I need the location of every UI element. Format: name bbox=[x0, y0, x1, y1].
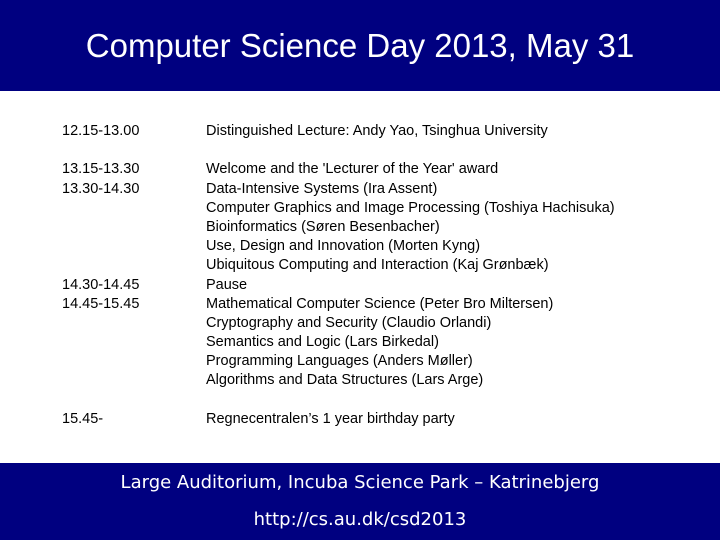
schedule-row bbox=[62, 160, 702, 179]
schedule-row bbox=[62, 371, 702, 390]
schedule-time: 15.45- bbox=[62, 410, 104, 427]
schedule-event: Welcome and the 'Lecturer of the Year' award bbox=[206, 161, 499, 178]
schedule-event: Distinguished Lecture: Andy Yao, Tsinghua University bbox=[206, 123, 548, 139]
schedule-row bbox=[62, 352, 702, 371]
schedule-row bbox=[62, 218, 702, 237]
footer-bar bbox=[0, 463, 720, 540]
schedule-event: Data-Intensive Systems (Ira Assent) bbox=[206, 180, 438, 197]
schedule-time: 14.30-14.45 bbox=[62, 276, 140, 293]
schedule-time: 14.45-15.45 bbox=[62, 295, 140, 312]
schedule-row bbox=[62, 237, 702, 256]
schedule-row bbox=[62, 276, 702, 295]
schedule-row bbox=[62, 333, 702, 352]
schedule-row bbox=[62, 180, 702, 199]
schedule-event: Use, Design and Innovation (Morten Kyng) bbox=[206, 238, 481, 255]
schedule-time: 13.15-13.30 bbox=[62, 161, 140, 178]
schedule-event: Algorithms and Data Structures (Lars Arge) bbox=[206, 372, 484, 389]
schedule-event: Pause bbox=[206, 276, 248, 293]
schedule-list bbox=[62, 122, 702, 429]
venue-text: Large Auditorium, Incuba Science Park – Katrinebjerg bbox=[120, 472, 600, 493]
schedule-row bbox=[62, 256, 702, 275]
schedule-time: 13.30-14.30 bbox=[62, 180, 140, 197]
schedule-row bbox=[62, 199, 702, 218]
schedule-row bbox=[62, 295, 702, 314]
event-url: http://cs.au.dk/csd2013 bbox=[253, 509, 467, 530]
title-bar bbox=[0, 0, 720, 91]
schedule-event: Cryptography and Security (Claudio Orlandi) bbox=[206, 314, 492, 331]
schedule-time: 12.15-13.00 bbox=[62, 123, 140, 139]
schedule-row bbox=[62, 410, 702, 429]
schedule-event: Regnecentralen’s 1 year birthday party bbox=[206, 410, 455, 427]
schedule-event: Semantics and Logic (Lars Birkedal) bbox=[206, 334, 439, 351]
schedule-event: Computer Graphics and Image Processing (Toshiya Hachisuka) bbox=[206, 199, 615, 216]
schedule-row bbox=[62, 122, 702, 141]
schedule-row bbox=[62, 314, 702, 333]
schedule-event: Ubiquitous Computing and Interaction (Kaj Grønbæk) bbox=[206, 257, 549, 274]
schedule-event: Mathematical Computer Science (Peter Bro Miltersen) bbox=[206, 295, 554, 312]
schedule-event: Bioinformatics (Søren Besenbacher) bbox=[206, 218, 440, 235]
slide-title: Computer Science Day 2013, May 31 bbox=[85, 27, 635, 64]
schedule-event: Programming Languages (Anders Møller) bbox=[206, 353, 473, 370]
